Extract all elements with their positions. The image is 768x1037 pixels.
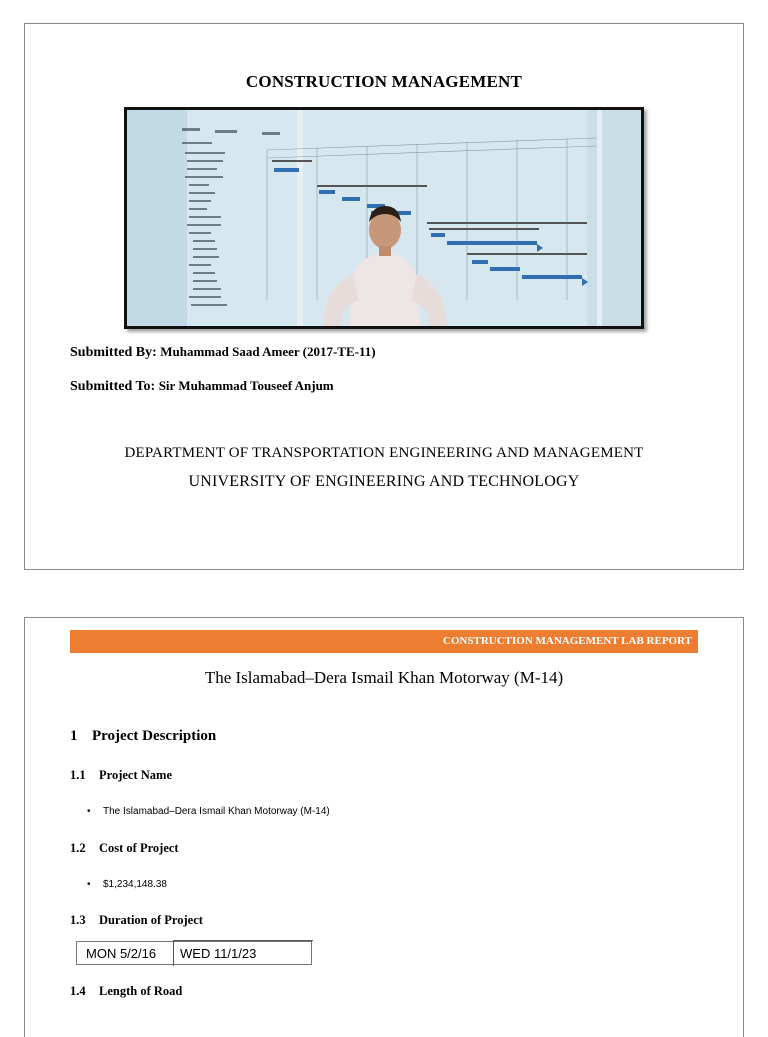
department-name: DEPARTMENT OF TRANSPORTATION ENGINEERING AND MANAGEMENT: [124, 445, 644, 461]
duration-box: [76, 941, 312, 965]
subsection-number: 1.4: [70, 984, 86, 998]
section-heading: [70, 728, 216, 745]
gantt-chart-photo: [124, 107, 644, 329]
report-title: The Islamabad–Dera Ismail Khan Motorway (M-14): [204, 668, 564, 687]
submitted-by-label: Submitted By:: [70, 345, 157, 360]
list-item-text: The Islamabad–Dera Ismail Khan Motorway (M-14): [103, 806, 330, 817]
submitted-to: [70, 378, 334, 395]
bullet-icon: •: [87, 806, 91, 817]
list-item: [87, 879, 167, 890]
submitted-to-label: Submitted To:: [70, 379, 156, 394]
end-date: WED 11/1/23: [173, 940, 313, 966]
subsection-heading: [70, 841, 179, 856]
subsection-title: Project Name: [99, 768, 172, 782]
subsection-number: 1.2: [70, 841, 86, 855]
subsection-heading: [70, 768, 172, 783]
list-item: [87, 806, 330, 817]
bullet-icon: •: [87, 879, 91, 890]
start-date: MON 5/2/16: [86, 946, 157, 961]
section-title: Project Description: [92, 728, 217, 744]
cover-page: [24, 23, 744, 570]
list-item-text: $1,234,148.38: [103, 879, 167, 890]
cover-title: CONSTRUCTION MANAGEMENT: [245, 72, 523, 91]
subsection-title: Length of Road: [99, 984, 183, 998]
report-header-bar: CONSTRUCTION MANAGEMENT LAB REPORT: [70, 630, 698, 653]
submitted-by-value: Muhammad Saad Ameer (2017-TE-11): [160, 344, 376, 359]
subsection-heading: [70, 984, 182, 999]
subsection-number: 1.3: [70, 913, 86, 927]
submitted-by: [70, 344, 376, 361]
section-number: 1: [70, 728, 78, 744]
subsection-title: Cost of Project: [99, 841, 179, 855]
university-name: UNIVERSITY OF ENGINEERING AND TECHNOLOGY: [188, 473, 580, 490]
subsection-title: Duration of Project: [99, 913, 203, 927]
subsection-heading: [70, 913, 203, 928]
report-page: [24, 617, 744, 1037]
submitted-to-value: Sir Muhammad Touseef Anjum: [158, 378, 334, 393]
subsection-number: 1.1: [70, 768, 86, 782]
